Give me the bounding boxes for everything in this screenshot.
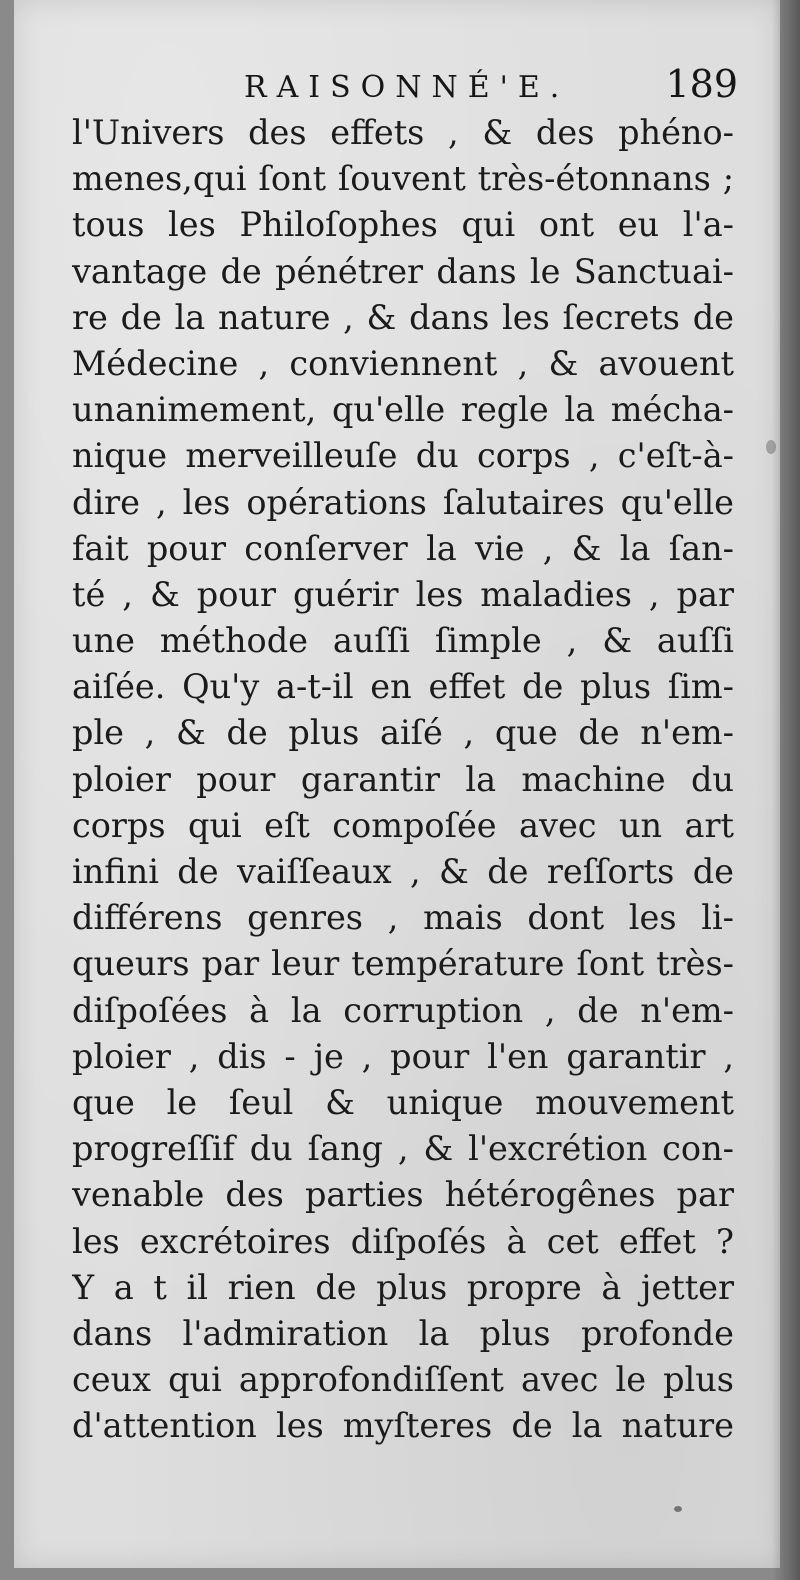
text-line: menes,qui ſont ſouvent très-étonnans ;	[72, 159, 734, 199]
body-text	[72, 110, 734, 1449]
text-line: venable des parties hétérogênes par	[72, 1175, 734, 1215]
text-line: nique merveilleuſe du corps , c'eſt-à-	[72, 436, 734, 476]
text-line: corps qui eſt compoſée avec un art	[72, 805, 734, 845]
text-line: re de la nature , & dans les ſecrets de	[72, 297, 734, 337]
text-line: tous les Philoſophes qui ont eu l'a-	[72, 205, 734, 245]
text-line: ceux qui approfondiſſent avec le plus	[72, 1360, 734, 1400]
text-line: progreſſif du ſang , & l'excrétion con-	[72, 1129, 734, 1169]
page-number: 189	[665, 62, 738, 106]
text-line: infini de vaiſſeaux , & de reſſorts de	[72, 852, 734, 891]
text-line: dire , les opérations ſalutaires qu'elle	[72, 482, 734, 522]
text-line: Médecine , conviennent , & avouent	[72, 343, 734, 383]
book-page	[14, 0, 780, 1568]
text-line: unanimement, qu'elle regle la mécha-	[72, 390, 734, 430]
text-line: l'Univers des effets , & des phéno-	[72, 113, 734, 152]
text-line: les excrétoires diſpoſés à cet effet ?	[72, 1221, 734, 1261]
running-head: RAISONNÉ'E.	[244, 70, 570, 105]
text-line: queurs par leur température ſont très-	[72, 944, 734, 984]
text-line: diſpoſées à la corruption , de n'em-	[72, 990, 734, 1030]
text-line: ploier , dis - je , pour l'en garantir ,	[72, 1036, 734, 1076]
page-header	[14, 62, 780, 112]
text-line: ple , & de plus aiſé , que de n'em-	[72, 713, 734, 753]
text-line: une méthode auſſi ſimple , & auſſi	[72, 621, 734, 661]
text-line: dans l'admiration la plus profonde	[72, 1313, 734, 1353]
paper-speck	[674, 1506, 682, 1512]
text-line: aiſée. Qu'y a-t-il en effet de plus ſim-	[72, 667, 734, 707]
text-line: que le ſeul & unique mouvement	[72, 1082, 734, 1122]
text-line: fait pour conſerver la vie , & la ſan-	[72, 528, 734, 568]
text-line: Y a t il rien de plus propre à jetter	[72, 1267, 734, 1307]
text-line: vantage de pénétrer dans le Sanctuai-	[72, 251, 734, 291]
text-line: d'attention les myſteres de la nature	[72, 1406, 734, 1446]
text-line: ploier pour garantir la machine du	[72, 759, 734, 799]
text-line: différens genres , mais dont les li-	[72, 898, 734, 938]
page-edge-shadow	[772, 0, 800, 1580]
text-line: té , & pour guérir les maladies , par	[72, 574, 734, 614]
